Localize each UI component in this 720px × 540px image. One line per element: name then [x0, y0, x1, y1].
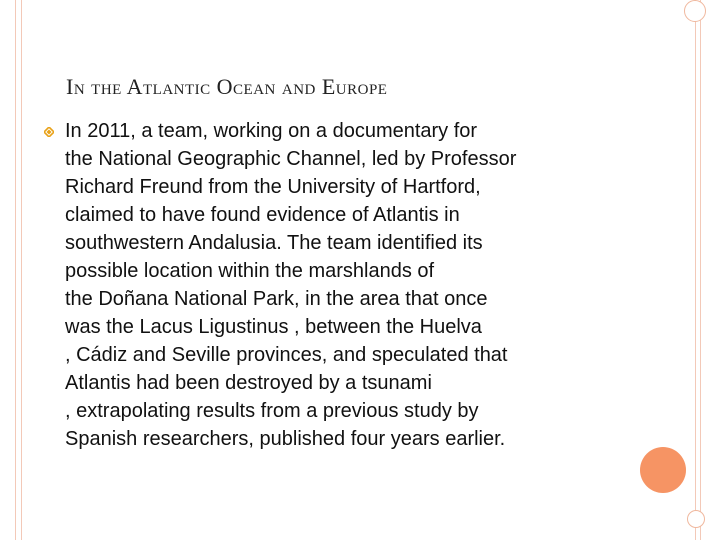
text-line: Richard Freund from the University of Hartford, — [65, 176, 481, 198]
text-line: the Doñana National Park, in the area that once — [65, 288, 488, 310]
text-line: claimed to have found evidence of Atlantis in — [65, 204, 460, 226]
left-frame-line — [21, 0, 22, 540]
text-line: , Cádiz and Seville provinces, and speculated that — [65, 344, 508, 366]
bullet-text — [65, 117, 625, 453]
diamond-bullet-icon — [44, 127, 54, 137]
decorative-circle-bottom — [687, 510, 705, 528]
left-frame-line — [15, 0, 16, 540]
slide-title: In the Atlantic Ocean and Europe — [66, 74, 388, 99]
text-line: possible location within the marshlands of — [65, 260, 435, 282]
right-frame-line — [695, 0, 696, 540]
decorative-circle-top — [684, 0, 706, 22]
text-line: was the Lacus Ligustinus , between the Huelva — [65, 316, 482, 338]
text-line: southwestern Andalusia. The team identified its — [65, 232, 483, 254]
text-line: Atlantis had been destroyed by a tsunami — [65, 372, 432, 394]
text-line: In 2011, a team, working on a documentary for — [65, 120, 478, 142]
text-line: the National Geographic Channel, led by Professor — [65, 148, 517, 170]
text-line: , extrapolating results from a previous study by — [65, 400, 479, 422]
right-frame-line — [700, 0, 701, 540]
decorative-circle-accent — [640, 447, 686, 493]
text-line: Spanish researchers, published four years earlier. — [65, 428, 506, 450]
